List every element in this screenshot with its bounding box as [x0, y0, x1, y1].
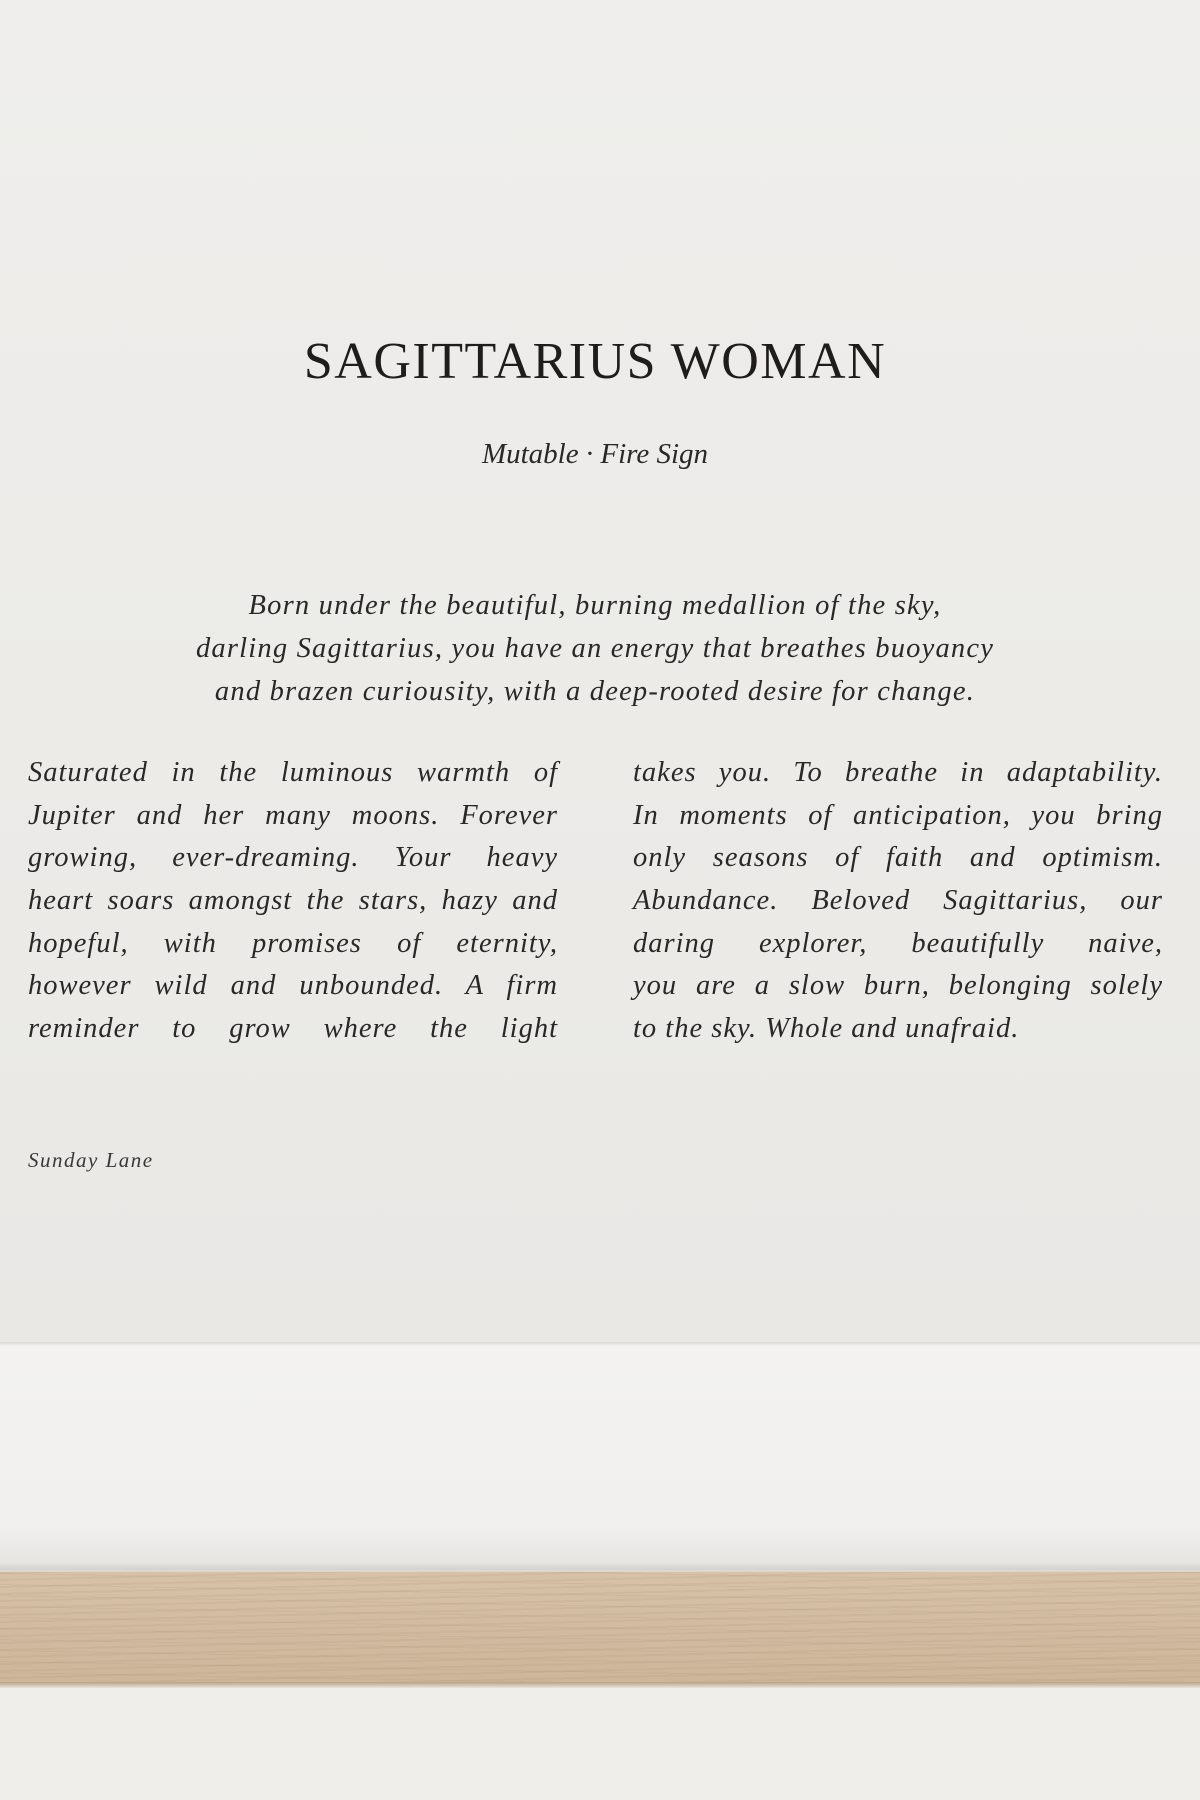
- left-column-line: growing, ever-dreaming. Your heavy: [28, 842, 558, 874]
- intro-line: darling Sagittarius, you have an energy that breathes buoyancy: [195, 633, 995, 664]
- left-column-line: heart soars amongst the stars, hazy and: [28, 885, 558, 917]
- right-column-text: [633, 752, 1163, 1051]
- wooden-frame-edge: [0, 1572, 1200, 1682]
- intro-paragraph: [130, 584, 1060, 713]
- frame-mat: [0, 1346, 1200, 1570]
- brand-signature: Sunday Lane: [28, 1148, 154, 1172]
- left-column-text: [28, 752, 558, 1051]
- right-column-line: only seasons of faith and optimism.: [633, 842, 1163, 874]
- left-column-line: however wild and unbounded. A firm: [28, 970, 558, 1002]
- intro-line: and brazen curiousity, with a deep-rooted desire for change.: [214, 676, 976, 707]
- intro-line: Born under the beautiful, burning medallion of the sky,: [248, 590, 942, 621]
- left-column-line: Jupiter and her many moons. Forever: [28, 799, 558, 831]
- right-column-line: takes you. To breathe in adaptability.: [633, 757, 1163, 788]
- right-column-line: In moments of anticipation, you bring: [633, 799, 1163, 831]
- left-column-line: reminder to grow where the light: [28, 1013, 558, 1045]
- right-column-line: daring explorer, beautifully naive,: [633, 927, 1163, 959]
- right-column-line: you are a slow burn, belonging solely: [633, 970, 1163, 1002]
- frame-shadow: [0, 1562, 1200, 1572]
- left-column-line: Saturated in the luminous warmth of: [28, 757, 558, 788]
- wall-background: [0, 1688, 1200, 1800]
- right-column-line: Abundance. Beloved Sagittarius, our: [633, 885, 1163, 917]
- print-title: SAGITTARIUS WOMAN: [303, 333, 887, 390]
- left-column-line: hopeful, with promises of eternity,: [28, 927, 558, 959]
- right-column-line: to the sky. Whole and unafraid.: [633, 1013, 1020, 1045]
- print-subtitle: Mutable · Fire Sign: [481, 438, 709, 470]
